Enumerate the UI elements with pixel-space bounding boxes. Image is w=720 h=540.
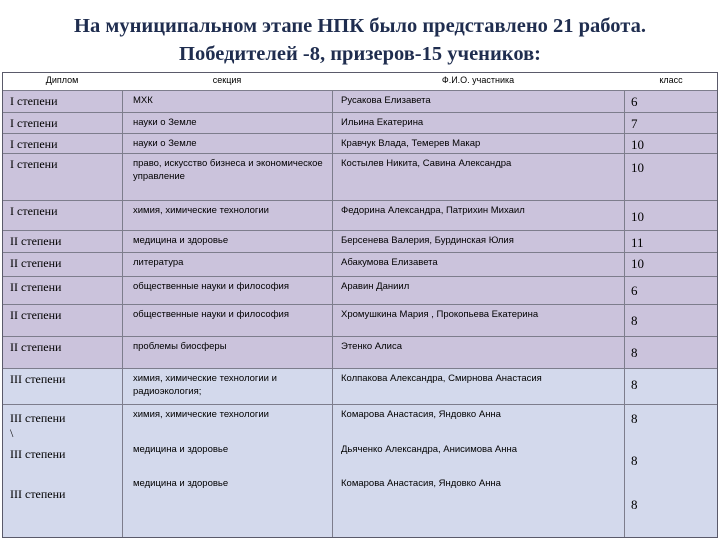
cell-section xyxy=(122,134,332,153)
diplom-text: III степени xyxy=(10,411,66,425)
class-text: 8 xyxy=(631,497,638,512)
cell-class xyxy=(624,369,718,404)
diplom-text: I степени xyxy=(10,157,58,171)
cell-class xyxy=(624,91,718,112)
fio-text: Ильина Екатерина xyxy=(341,117,424,128)
cell-fio xyxy=(332,201,624,230)
cell-class xyxy=(624,201,718,230)
table-row xyxy=(2,90,718,112)
section-text: науки о Земле xyxy=(133,117,197,128)
cell-class xyxy=(624,231,718,252)
table-header xyxy=(2,72,718,90)
cell-section xyxy=(122,277,332,304)
cell-diplom xyxy=(2,154,122,200)
cell-diplom xyxy=(2,253,122,276)
title-line-1: На муниципальном этапе НПК было представлено 21 работа. xyxy=(74,15,646,37)
diplom-text: I степени xyxy=(10,116,58,130)
header-class: класс xyxy=(659,75,683,85)
cell-fio xyxy=(332,113,624,133)
cell-class xyxy=(624,305,718,336)
cell-class xyxy=(624,113,718,133)
cell-fio xyxy=(332,369,624,404)
class-text: 6 xyxy=(631,94,638,109)
cell-class xyxy=(624,154,718,200)
cell-section xyxy=(122,253,332,276)
cell-class xyxy=(624,277,718,304)
diplom-text: I степени xyxy=(10,204,58,218)
cell-diplom xyxy=(2,277,122,304)
diplom-text: II степени xyxy=(10,308,62,322)
header-diplom: Диплом xyxy=(45,75,79,85)
header-fio: Ф.И.О. участника xyxy=(441,75,515,85)
cell-fio xyxy=(332,337,624,368)
table-row xyxy=(2,112,718,133)
class-text: 10 xyxy=(631,256,644,271)
class-text: 8 xyxy=(631,411,638,426)
cell-diplom xyxy=(2,405,122,538)
cell-section xyxy=(122,305,332,336)
class-text: 10 xyxy=(631,209,644,224)
cell-diplom xyxy=(2,231,122,252)
cell-diplom xyxy=(2,201,122,230)
cell-fio xyxy=(332,405,624,538)
fio-text: Колпакова Александра, Смирнова Анастасия xyxy=(341,373,542,384)
section-text: литература xyxy=(133,257,184,268)
table-row xyxy=(2,336,718,368)
table-row xyxy=(2,276,718,304)
diplom-text: I степени xyxy=(10,94,58,108)
cell-diplom xyxy=(2,91,122,112)
cell-section xyxy=(122,337,332,368)
cell-class xyxy=(624,253,718,276)
section-text: общественные науки и философия xyxy=(133,281,289,292)
cell-fio xyxy=(332,305,624,336)
section-text: общественные науки и философия xyxy=(133,309,289,320)
section-text: химия, химические технологии xyxy=(133,409,269,420)
cell-diplom xyxy=(2,113,122,133)
cell-diplom xyxy=(2,134,122,153)
cell-diplom xyxy=(2,305,122,336)
cell-section xyxy=(122,405,332,538)
diplom-text: II степени xyxy=(10,280,62,294)
table-row xyxy=(2,153,718,200)
cell-section xyxy=(122,231,332,252)
fio-text: Берсенева Валерия, Бурдинская Юлия xyxy=(341,235,514,246)
header-section: секция xyxy=(212,75,242,85)
diplom-text: II степени xyxy=(10,234,62,248)
cell-section xyxy=(122,91,332,112)
fio-text: Русакова Елизавета xyxy=(341,95,431,106)
fio-text: Хромушкина Мария , Прокопьева Екатерина xyxy=(341,309,539,320)
class-text: 8 xyxy=(631,453,638,468)
section-text: МХК xyxy=(133,95,153,106)
class-text: 10 xyxy=(631,137,644,152)
section-text: химия, химические технологии и радиоэкология; xyxy=(133,373,277,397)
table-row xyxy=(2,200,718,230)
cell-fio xyxy=(332,253,624,276)
table-row xyxy=(2,133,718,153)
diplom-text: III степени xyxy=(10,372,66,386)
fio-text: Этенко Алиса xyxy=(341,341,403,352)
fio-text: Комарова Анастасия, Яндовко Анна xyxy=(341,409,501,420)
class-text: 8 xyxy=(631,313,638,328)
diplom-text: II степени xyxy=(10,340,62,354)
table-row xyxy=(2,304,718,336)
diplom-text: III степени xyxy=(10,487,66,501)
cell-fio xyxy=(332,231,624,252)
section-text: науки о Земле xyxy=(133,138,197,149)
cell-section xyxy=(122,369,332,404)
diplom-text: II степени xyxy=(10,256,62,270)
class-text: 8 xyxy=(631,377,638,392)
class-text: 11 xyxy=(631,235,644,250)
class-text: 6 xyxy=(631,283,638,298)
section-text: медицина и здоровье xyxy=(133,235,229,246)
title-line-2: Победителей -8, призеров-15 учеников: xyxy=(179,43,541,65)
class-text: 8 xyxy=(631,345,638,360)
cell-fio xyxy=(332,154,624,200)
table-row-last-block xyxy=(2,404,718,538)
slide-title xyxy=(0,12,720,68)
fio-text: Кравчук Влада, Темерев Макар xyxy=(341,138,481,149)
section-text: химия, химические технологии xyxy=(133,205,269,216)
cell-fio xyxy=(332,91,624,112)
table-row xyxy=(2,368,718,404)
fio-text: Федорина Александра, Патрихин Михаил xyxy=(341,205,525,216)
cell-diplom xyxy=(2,337,122,368)
cell-section xyxy=(122,113,332,133)
diplom-text: I степени xyxy=(10,137,58,151)
class-text: 10 xyxy=(631,160,644,175)
fio-text: Абакумова Елизавета xyxy=(341,257,438,268)
fio-text: Дьяченко Александра, Анисимова Анна xyxy=(341,444,518,455)
fio-text: Комарова Анастасия, Яндовко Анна xyxy=(341,478,501,489)
cell-section xyxy=(122,201,332,230)
slash-text: \ xyxy=(10,426,14,440)
table-row xyxy=(2,230,718,252)
cell-class xyxy=(624,405,718,538)
section-text: медицина и здоровье xyxy=(133,444,229,455)
cell-class xyxy=(624,134,718,153)
cell-fio xyxy=(332,134,624,153)
diplom-text: III степени xyxy=(10,447,66,461)
fio-text: Аравин Даниил xyxy=(341,281,410,292)
section-text: проблемы биосферы xyxy=(133,341,227,352)
cell-section xyxy=(122,154,332,200)
fio-text: Костылев Никита, Савина Александра xyxy=(341,158,512,169)
section-text: право, искусство бизнеса и экономическое управление xyxy=(133,158,323,182)
section-text: медицина и здоровье xyxy=(133,478,229,489)
cell-diplom xyxy=(2,369,122,404)
cell-fio xyxy=(332,277,624,304)
class-text: 7 xyxy=(631,116,638,131)
cell-class xyxy=(624,337,718,368)
table-row xyxy=(2,252,718,276)
